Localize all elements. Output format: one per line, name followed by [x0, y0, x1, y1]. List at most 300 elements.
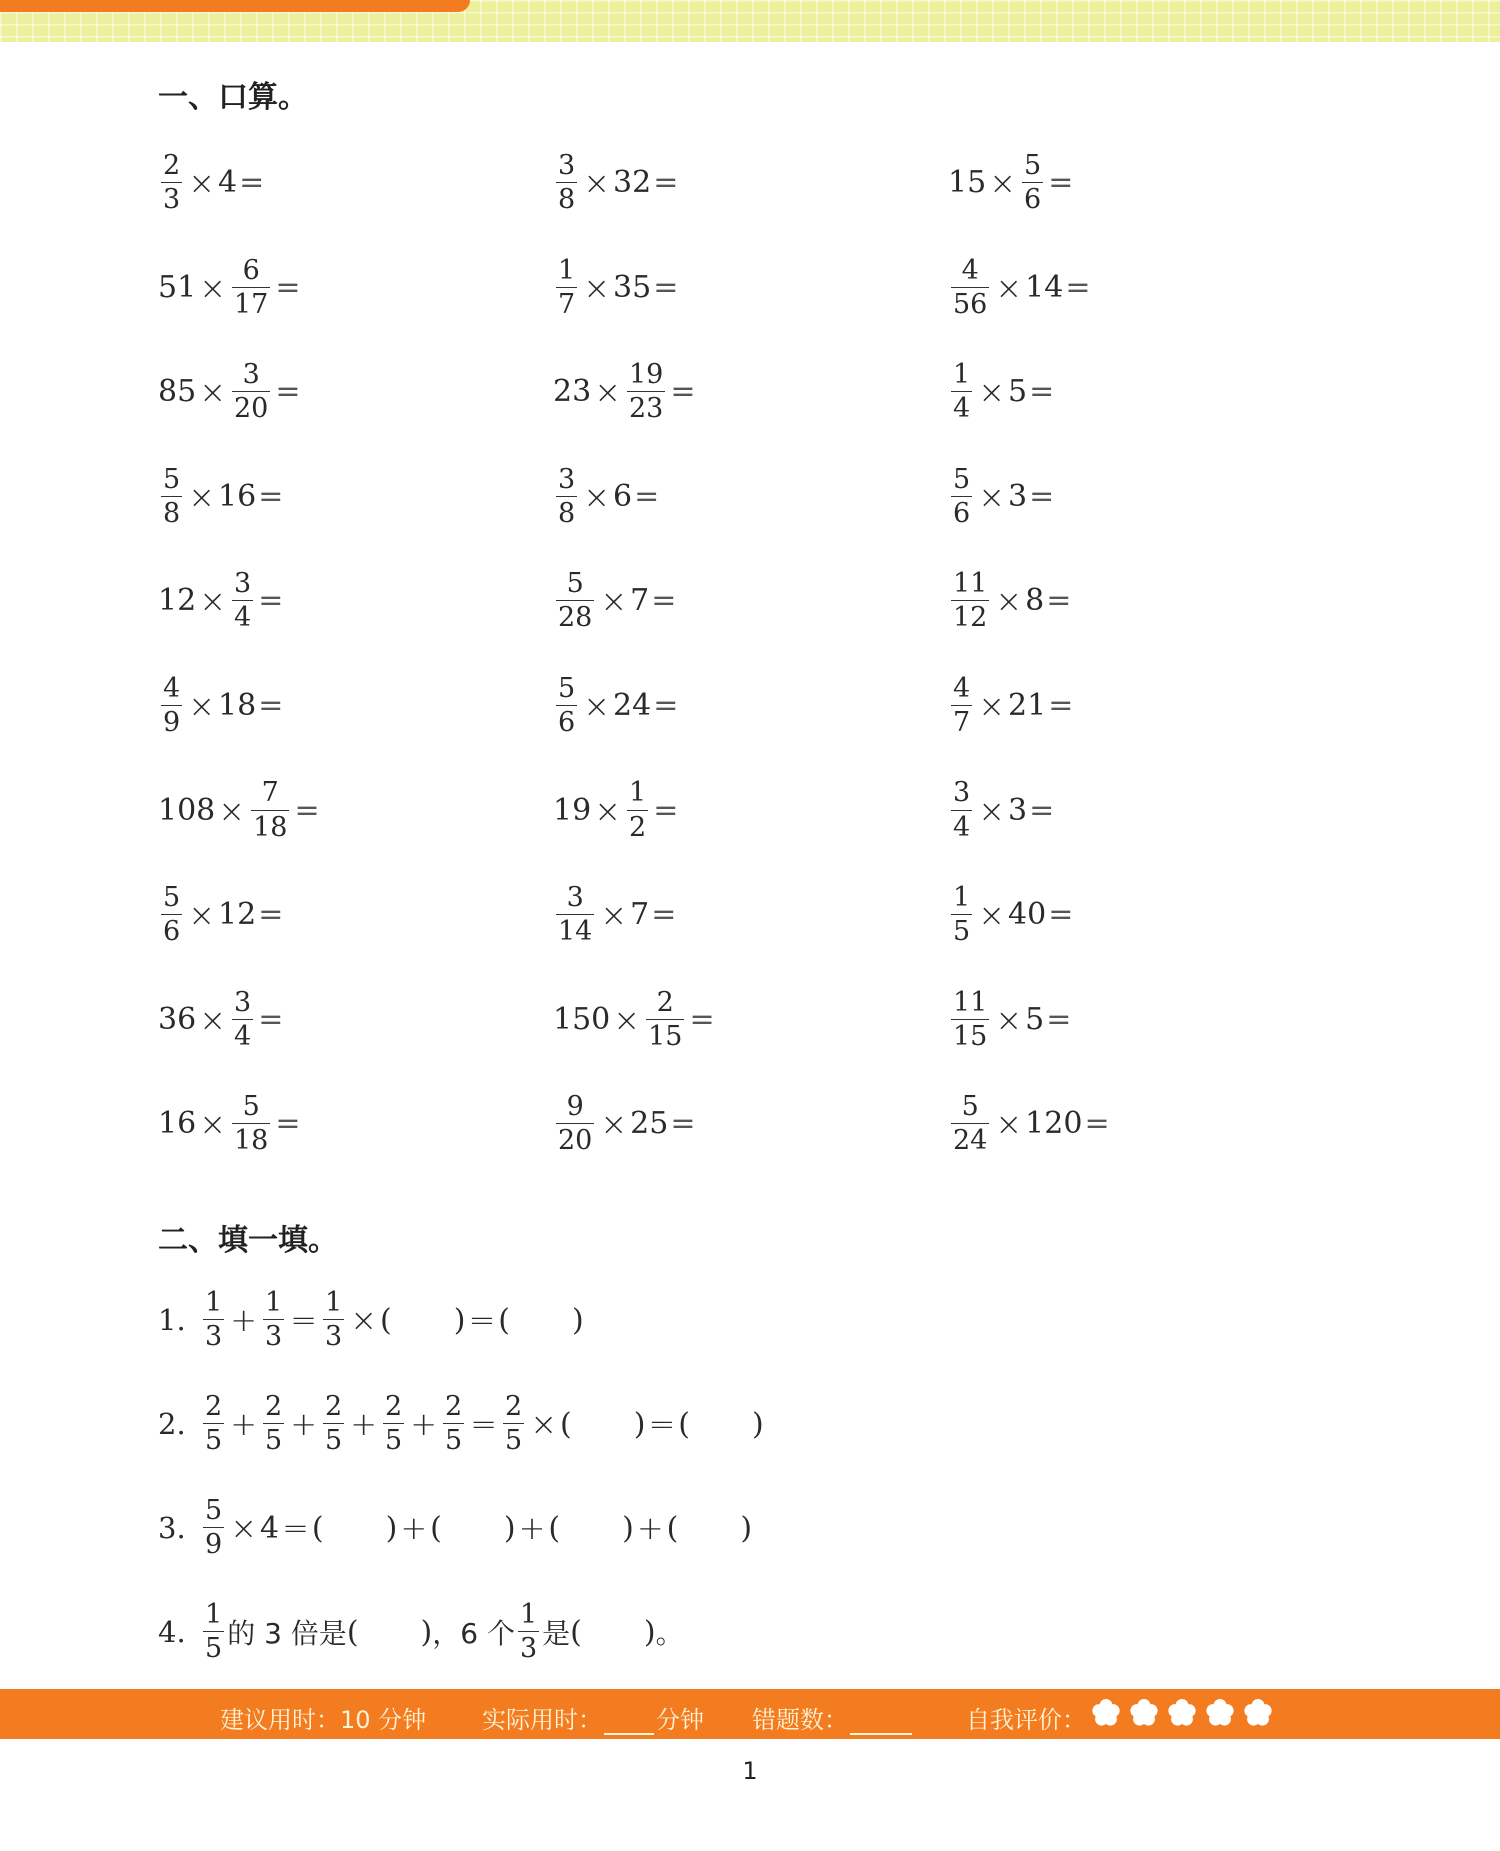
header-orange-tab	[0, 0, 470, 12]
numerator: 2	[445, 1390, 463, 1422]
numerator: 3	[234, 986, 252, 1018]
operator: ×	[600, 582, 628, 621]
denominator: 5	[205, 1633, 223, 1664]
parenthesis: (	[678, 1406, 690, 1442]
fraction	[556, 672, 577, 738]
flower-rating-icon[interactable]	[1242, 1696, 1274, 1728]
equals-sign: =	[1029, 792, 1053, 828]
denominator: 7	[558, 288, 576, 320]
fill-question	[158, 1268, 764, 1372]
equals-sign: =	[258, 478, 282, 514]
calc-expression	[553, 140, 948, 226]
question-number: 4.	[158, 1615, 186, 1649]
denominator: 6	[558, 706, 576, 738]
equals-sign: =	[275, 1106, 299, 1142]
numerator: 3	[234, 568, 252, 600]
fraction	[203, 1286, 224, 1352]
fraction	[251, 779, 289, 841]
error-count-blank[interactable]	[850, 1733, 912, 1735]
number: 5	[1008, 374, 1028, 410]
numerator: 1	[558, 254, 576, 286]
denominator: 4	[234, 602, 252, 634]
number: 3	[1008, 792, 1028, 828]
denominator: 3	[163, 184, 181, 215]
numerator: 1	[519, 1598, 538, 1630]
parenthesis: )	[571, 1302, 584, 1338]
fill-question	[158, 1372, 764, 1476]
question-number: 3.	[158, 1511, 186, 1545]
parenthesis: (	[666, 1510, 679, 1546]
number: 12	[158, 583, 197, 619]
parenthesis: (	[570, 1614, 582, 1650]
equals-sign: =	[689, 1001, 713, 1037]
operator: ×	[978, 896, 1005, 935]
parenthesis: )	[740, 1510, 753, 1546]
calc-expression	[158, 454, 553, 540]
mental-math-grid	[158, 140, 1343, 1186]
denominator: 8	[163, 497, 181, 529]
self-eval-stars	[1090, 1696, 1274, 1728]
denominator: 2	[629, 811, 647, 843]
fraction	[232, 1093, 270, 1155]
numerator: 5	[242, 1091, 260, 1123]
operator: ×	[199, 1000, 226, 1039]
calc-expression	[553, 245, 948, 331]
number: 4	[218, 165, 238, 200]
operator: ×	[583, 686, 610, 725]
calc-expression	[158, 245, 553, 331]
numerator: 1	[629, 777, 647, 809]
fraction	[556, 149, 577, 215]
section2-title: 二、填一填。	[158, 1223, 338, 1258]
calc-expression	[158, 768, 553, 854]
numerator: 3	[558, 463, 576, 495]
number: 15	[948, 165, 987, 200]
number: 14	[1025, 269, 1064, 305]
numerator: 5	[1024, 149, 1042, 181]
calc-expression	[948, 1081, 1343, 1167]
denominator: 15	[953, 1020, 988, 1052]
equals-sign: =	[653, 687, 677, 723]
denominator: 8	[558, 497, 576, 529]
denominator: 28	[558, 602, 593, 634]
parenthesis: )	[453, 1302, 466, 1338]
denominator: 5	[385, 1425, 403, 1456]
number: 120	[1025, 1106, 1083, 1142]
operator: ×	[978, 373, 1005, 412]
fraction	[232, 361, 270, 423]
equals-sign: =	[653, 269, 677, 305]
calc-expression	[948, 977, 1343, 1063]
fraction	[232, 570, 253, 632]
fraction	[556, 254, 577, 320]
operator: ×	[600, 1105, 628, 1144]
actual-time-blank[interactable]	[604, 1733, 654, 1735]
denominator: 56	[953, 288, 988, 320]
equals-sign: =	[258, 583, 282, 619]
error-count	[752, 1700, 914, 1735]
number: 18	[218, 687, 257, 723]
equals-sign: =	[670, 1106, 694, 1142]
operator: =	[290, 1301, 317, 1339]
equals-sign: =	[651, 583, 675, 619]
fraction	[161, 149, 182, 215]
operator: ×	[594, 791, 621, 830]
fraction	[951, 254, 989, 320]
fraction	[627, 779, 648, 841]
actual-time-unit: 分钟	[656, 1706, 704, 1734]
parenthesis: )	[385, 1510, 398, 1546]
numerator: 5	[566, 568, 584, 600]
equals-sign: =	[653, 165, 677, 200]
numerator: 2	[656, 986, 674, 1018]
calc-expression	[158, 349, 553, 435]
calc-expression	[553, 872, 948, 958]
numerator: 4	[953, 672, 971, 704]
denominator: 15	[648, 1020, 683, 1052]
denominator: 14	[558, 916, 593, 948]
numerator: 2	[163, 149, 181, 181]
fill-question	[158, 1476, 764, 1580]
operator: ×	[199, 268, 226, 307]
denominator: 5	[205, 1425, 223, 1456]
equals-sign: =	[275, 374, 299, 410]
numerator: 1	[265, 1286, 283, 1318]
equals-sign: =	[1065, 269, 1089, 305]
parenthesis: (	[346, 1614, 359, 1650]
equals-sign: =	[653, 792, 677, 828]
text: 的 3 倍是	[227, 1617, 347, 1650]
operator: ×	[978, 791, 1005, 830]
equals-sign: =	[1048, 165, 1072, 200]
flower-rating-icon[interactable]	[1090, 1696, 1122, 1728]
operator: ×	[583, 268, 610, 307]
operator: ×	[583, 164, 610, 202]
fraction	[951, 570, 989, 632]
actual-time-label: 实际用时：	[482, 1706, 602, 1734]
operator: +	[350, 1405, 377, 1443]
operator: ×	[530, 1405, 557, 1443]
number: 35	[613, 269, 652, 305]
denominator: 6	[1024, 184, 1042, 215]
denominator: 3	[265, 1321, 283, 1352]
number: 23	[553, 374, 592, 410]
fraction	[232, 986, 253, 1052]
equals-sign: =	[1048, 897, 1072, 933]
operator: ×	[199, 582, 226, 621]
denominator: 3	[519, 1633, 538, 1664]
operator: ×	[978, 477, 1005, 516]
operator: ×	[995, 582, 1023, 621]
number: 16	[218, 478, 257, 514]
denominator: 5	[445, 1425, 463, 1456]
fraction	[951, 986, 989, 1052]
operator: ×	[995, 1105, 1023, 1144]
denominator: 3	[205, 1321, 223, 1352]
number: 108	[158, 792, 216, 828]
fraction	[161, 463, 182, 529]
parenthesis: )	[643, 1614, 656, 1650]
equals-sign: =	[239, 165, 263, 200]
flower-rating-icon[interactable]	[1128, 1696, 1160, 1728]
number: 85	[158, 374, 197, 410]
fraction	[161, 884, 182, 946]
fraction	[263, 1286, 284, 1352]
numerator: 2	[325, 1390, 343, 1422]
operator: =	[470, 1405, 497, 1443]
operator: =	[648, 1405, 676, 1443]
numerator: 5	[205, 1494, 223, 1526]
number: 36	[158, 1001, 197, 1037]
denominator: 3	[325, 1321, 343, 1352]
fraction	[1022, 149, 1043, 215]
operator: ×	[613, 1000, 641, 1039]
denominator: 18	[253, 811, 288, 843]
calc-expression	[553, 349, 948, 435]
fraction	[161, 672, 182, 738]
denominator: 12	[953, 602, 988, 634]
operator: ×	[995, 268, 1023, 307]
equals-sign: =	[634, 478, 658, 514]
numerator: 1	[205, 1598, 223, 1630]
numerator: 19	[629, 359, 664, 391]
equals-sign: =	[1046, 1001, 1070, 1037]
equals-sign: =	[670, 374, 694, 410]
denominator: 20	[234, 393, 269, 425]
equals-sign: =	[1046, 583, 1070, 619]
parenthesis: )	[503, 1510, 516, 1546]
fraction	[383, 1390, 404, 1456]
calc-expression	[948, 558, 1343, 644]
calc-expression	[948, 872, 1343, 958]
numerator: 4	[961, 254, 979, 286]
denominator: 7	[953, 706, 971, 738]
question-number: 2.	[158, 1407, 186, 1441]
operator: ×	[199, 373, 226, 412]
fill-question	[158, 1580, 764, 1684]
parenthesis: (	[430, 1510, 442, 1546]
numerator: 5	[961, 1091, 979, 1123]
calc-expression	[948, 140, 1343, 226]
fraction	[646, 986, 684, 1052]
numerator: 3	[953, 777, 971, 809]
self-eval-label: 自我评价：	[966, 1706, 1086, 1734]
numerator: 5	[163, 463, 181, 495]
parenthesis: )	[751, 1406, 764, 1442]
fraction	[951, 884, 972, 946]
parenthesis: (	[311, 1510, 324, 1546]
operator: ×	[995, 1000, 1023, 1039]
equals-sign: =	[1029, 478, 1053, 514]
numerator: 5	[953, 463, 971, 495]
numerator: 2	[505, 1390, 523, 1422]
number: 150	[553, 1001, 611, 1037]
number: 7	[630, 897, 650, 933]
question-number: 1.	[158, 1303, 186, 1337]
calc-expression	[553, 454, 948, 540]
fraction	[518, 1598, 539, 1664]
parenthesis: (	[498, 1302, 510, 1338]
numerator: 7	[261, 777, 279, 809]
calc-expression	[553, 768, 948, 854]
numerator: 2	[265, 1390, 283, 1422]
error-count-label: 错题数：	[752, 1706, 848, 1734]
parenthesis: )	[622, 1510, 634, 1546]
section1-title: 一、口算。	[158, 80, 308, 115]
numerator: 2	[385, 1390, 403, 1422]
calc-expression	[948, 768, 1343, 854]
parenthesis: (	[380, 1302, 392, 1338]
number: 8	[1025, 583, 1045, 619]
calc-expression	[158, 977, 553, 1063]
calc-expression	[553, 663, 948, 749]
equals-sign: =	[1048, 687, 1072, 723]
operator: +	[400, 1509, 428, 1547]
equals-sign: =	[258, 897, 282, 933]
parenthesis: )	[633, 1406, 646, 1442]
operator: ×	[583, 477, 610, 516]
denominator: 18	[234, 1125, 269, 1157]
fraction	[232, 254, 270, 320]
operator: ×	[188, 686, 215, 725]
operator: ×	[218, 791, 246, 830]
fraction	[556, 884, 594, 946]
calc-expression	[158, 663, 553, 749]
numerator: 1	[953, 359, 971, 391]
equals-sign: =	[651, 897, 675, 933]
number: 5	[1025, 1001, 1045, 1037]
operator: ×	[350, 1301, 377, 1339]
calc-expression	[553, 977, 948, 1063]
footer-bar	[0, 1689, 1500, 1739]
numerator: 2	[205, 1390, 223, 1422]
numerator: 5	[558, 672, 576, 704]
calc-expression	[158, 140, 553, 226]
numerator: 6	[242, 254, 260, 286]
number: 16	[158, 1106, 197, 1142]
operator: +	[290, 1405, 317, 1443]
fraction	[203, 1494, 224, 1560]
number: 7	[630, 583, 650, 619]
operator: =	[282, 1509, 309, 1547]
calc-expression	[553, 1081, 948, 1167]
fraction	[203, 1598, 224, 1664]
number: 3	[1008, 478, 1028, 514]
text: ，6 个	[432, 1617, 515, 1650]
fraction	[323, 1390, 344, 1456]
fill-in-list	[158, 1268, 764, 1684]
operator: =	[468, 1301, 496, 1339]
numerator: 5	[163, 882, 181, 914]
numerator: 11	[953, 986, 988, 1018]
operator: +	[230, 1301, 257, 1339]
number: 25	[630, 1106, 669, 1142]
numerator: 1	[205, 1286, 223, 1318]
calc-expression	[553, 558, 948, 644]
numerator: 9	[566, 1091, 584, 1123]
fraction	[503, 1390, 524, 1456]
fraction	[951, 672, 972, 738]
flower-rating-icon[interactable]	[1166, 1696, 1198, 1728]
operator: ×	[600, 896, 628, 935]
calc-expression	[158, 558, 553, 644]
number: 19	[553, 792, 592, 828]
denominator: 23	[629, 393, 664, 425]
parenthesis: (	[560, 1406, 572, 1442]
denominator: 5	[265, 1425, 283, 1456]
fraction	[263, 1390, 284, 1456]
operator: +	[230, 1405, 257, 1443]
operator: ×	[199, 1105, 226, 1144]
fraction	[951, 361, 972, 423]
equals-sign: =	[275, 269, 299, 305]
numerator: 3	[242, 359, 260, 391]
operator: +	[518, 1509, 546, 1547]
flower-rating-icon[interactable]	[1204, 1696, 1236, 1728]
page-number: 1	[742, 1757, 758, 1785]
denominator: 9	[205, 1529, 223, 1560]
denominator: 6	[163, 916, 181, 948]
number: 21	[1008, 687, 1047, 723]
fraction	[627, 361, 665, 423]
numerator: 11	[953, 568, 988, 600]
operator: ×	[188, 896, 215, 935]
operator: ×	[594, 373, 621, 412]
numerator: 1	[325, 1286, 343, 1318]
number: 32	[613, 165, 652, 200]
operator: ×	[978, 686, 1005, 725]
parenthesis: )	[420, 1614, 433, 1650]
fraction	[951, 1093, 989, 1155]
denominator: 4	[953, 811, 971, 843]
operator: +	[410, 1405, 437, 1443]
fraction	[443, 1390, 464, 1456]
numerator: 3	[558, 149, 576, 181]
text: 。	[655, 1617, 684, 1650]
number: 51	[158, 269, 197, 305]
denominator: 24	[953, 1125, 988, 1157]
equals-sign: =	[294, 792, 318, 828]
calc-expression	[158, 872, 553, 958]
number: 24	[613, 687, 652, 723]
fraction	[556, 1093, 594, 1155]
calc-expression	[948, 245, 1343, 331]
denominator: 6	[953, 497, 971, 529]
fraction	[556, 463, 577, 529]
fraction	[951, 463, 972, 529]
operator: ×	[188, 477, 215, 516]
operator: ×	[188, 164, 215, 202]
numerator: 4	[163, 672, 181, 704]
suggested-time: 建议用时：10 分钟	[220, 1706, 427, 1734]
numerator: 3	[566, 882, 584, 914]
denominator: 5	[953, 916, 971, 948]
denominator: 5	[505, 1425, 523, 1456]
denominator: 8	[558, 184, 576, 215]
calc-expression	[158, 1081, 553, 1167]
operator: ×	[989, 164, 1016, 202]
fraction	[203, 1390, 224, 1456]
denominator: 4	[234, 1020, 252, 1052]
number: 4	[260, 1510, 280, 1546]
fraction	[556, 570, 594, 632]
denominator: 17	[234, 288, 269, 320]
text: 是	[542, 1617, 571, 1650]
denominator: 4	[953, 393, 971, 425]
number: 6	[613, 478, 633, 514]
fraction	[323, 1286, 344, 1352]
number: 40	[1008, 897, 1047, 933]
